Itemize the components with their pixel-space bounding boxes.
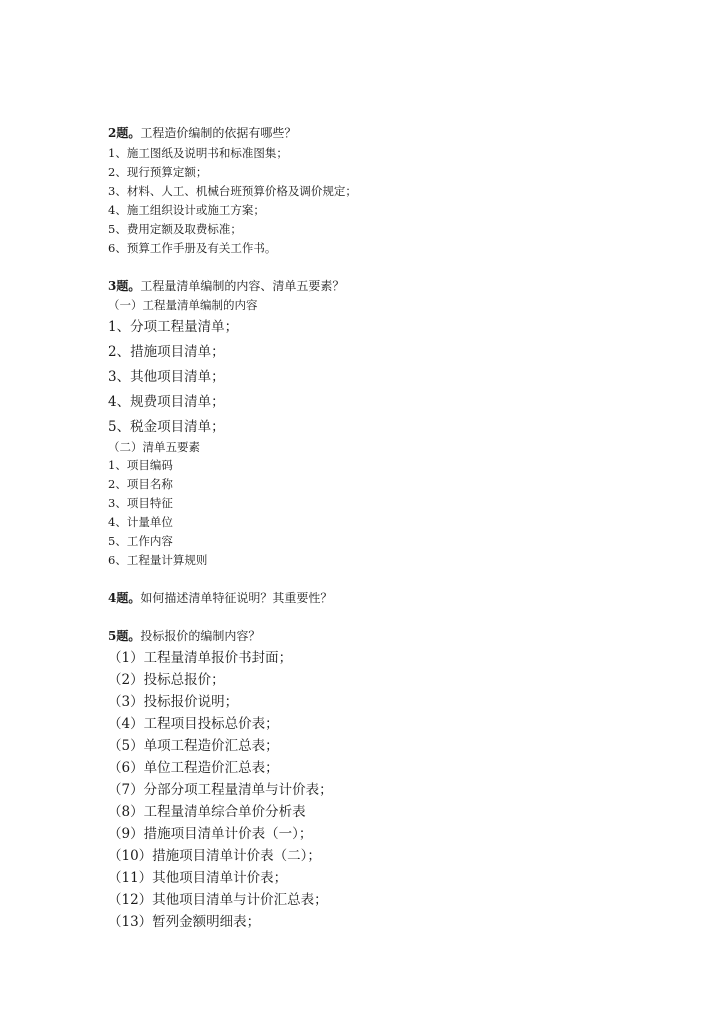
q5-item: （4）工程项目投标总价表； bbox=[108, 716, 279, 732]
q2-item: 6、预算工作手册及有关工作书。 bbox=[108, 241, 277, 255]
q2-number: 2题。 bbox=[108, 126, 141, 140]
q5-item: （7）分部分项工程量清单与计价表； bbox=[108, 782, 333, 798]
q2-item: 1、施工图纸及说明书和标准图集； bbox=[108, 146, 288, 160]
q3-number: 3题。 bbox=[108, 279, 141, 293]
q3-list1-item: 3、其他项目清单； bbox=[108, 369, 225, 385]
q3-list2-item: 5、工作内容 bbox=[108, 534, 173, 548]
q5-item: （13）暂列金额明细表； bbox=[108, 914, 261, 930]
q5-item: （6）单位工程造价汇总表； bbox=[108, 760, 279, 776]
q5-item: （5）单项工程造价汇总表； bbox=[108, 738, 279, 754]
q3-list2-item: 1、项目编码 bbox=[108, 458, 173, 472]
q3-list2-item: 6、工程量计算规则 bbox=[108, 553, 208, 567]
q3-title: 工程量清单编制的内容、清单五要素？ bbox=[140, 279, 345, 293]
q5-item: （8）工程量清单综合单价分析表 bbox=[108, 804, 306, 820]
q3-subheading-2: （二）清单五要素 bbox=[108, 440, 200, 454]
q3-list1-item: 1、分项工程量清单； bbox=[108, 319, 239, 335]
q3-list1-item: 2、措施项目清单； bbox=[108, 344, 225, 360]
q2-item: 4、施工组织设计或施工方案； bbox=[108, 203, 265, 217]
q2-heading bbox=[108, 127, 296, 141]
q3-subheading-1: （一）工程量清单编制的内容 bbox=[108, 298, 258, 312]
q3-list1-item: 5、税金项目清单； bbox=[108, 419, 225, 435]
q5-number: 5题。 bbox=[108, 629, 141, 643]
q3-list2-item: 4、计量单位 bbox=[108, 515, 173, 529]
q2-item: 3、材料、人工、机械台班预算价格及调价规定； bbox=[108, 184, 357, 198]
q5-heading bbox=[108, 630, 260, 644]
q2-title: 工程造价编制的依据有哪些？ bbox=[140, 126, 297, 140]
q5-item: （11）其他项目清单计价表； bbox=[108, 870, 288, 886]
q2-item: 2、现行预算定额； bbox=[108, 165, 208, 179]
q3-heading bbox=[108, 280, 344, 294]
q5-item: （10）措施项目清单计价表（二）； bbox=[108, 848, 321, 864]
q5-item: （1）工程量清单报价书封面； bbox=[108, 650, 293, 666]
q3-list2-item: 3、项目特征 bbox=[108, 496, 173, 510]
q5-title: 投标报价的编制内容？ bbox=[140, 629, 261, 643]
q5-item: （12）其他项目清单与计价汇总表； bbox=[108, 892, 328, 908]
q3-list2-item: 2、项目名称 bbox=[108, 477, 173, 491]
q5-item: （2）投标总报价； bbox=[108, 672, 225, 688]
q4-number: 4题。 bbox=[108, 591, 141, 605]
q3-list1-item: 4、规费项目清单； bbox=[108, 394, 225, 410]
q4-heading bbox=[108, 592, 332, 606]
q4-title: 如何描述清单特征说明？其重要性？ bbox=[140, 591, 333, 605]
q5-item: （9）措施项目清单计价表（一）； bbox=[108, 826, 313, 842]
q5-item: （3）投标报价说明； bbox=[108, 694, 239, 710]
q2-item: 5、费用定额及取费标准； bbox=[108, 222, 242, 236]
